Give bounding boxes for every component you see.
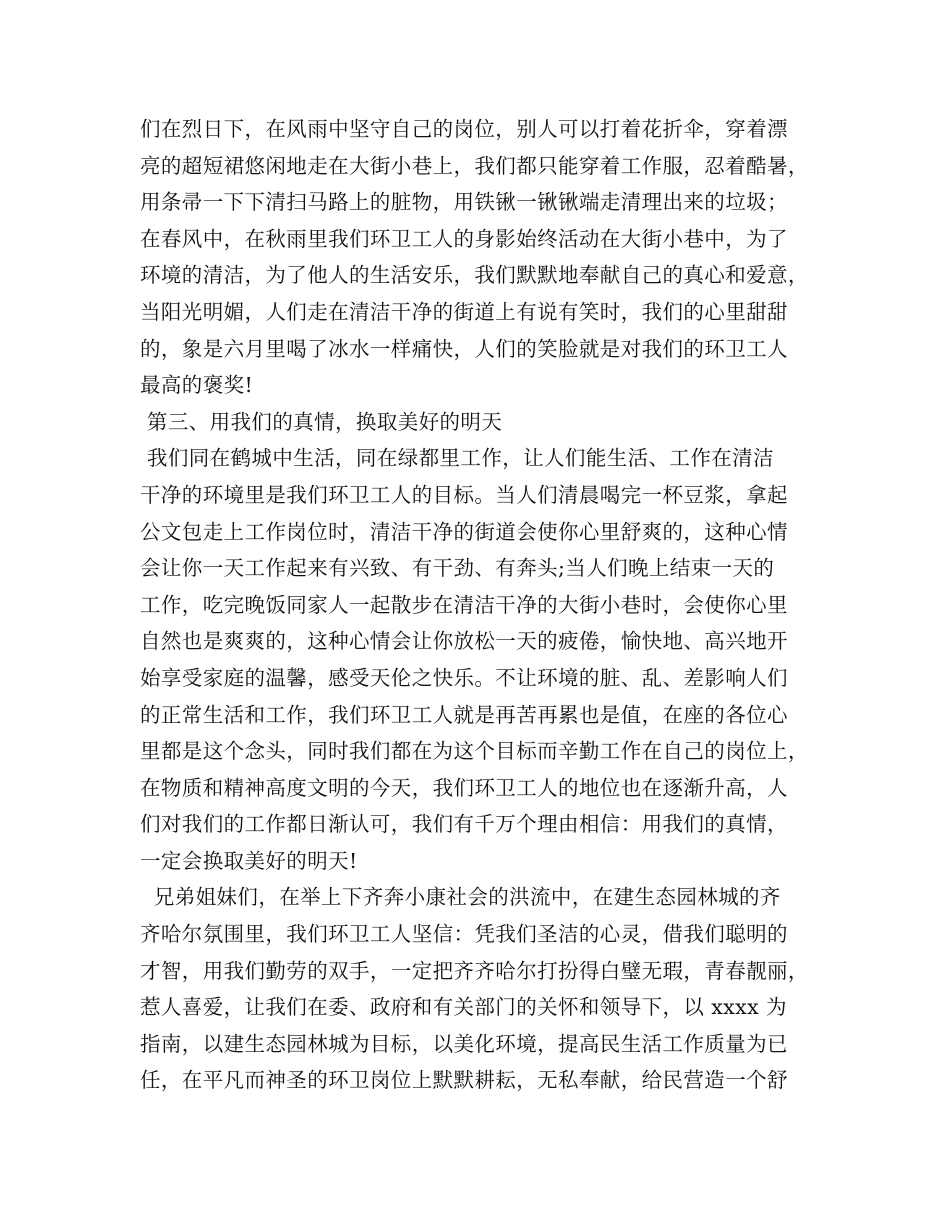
text-line: 一定会换取美好的明天! [140, 848, 358, 873]
text-line: 指南，以建生态园林城为目标，以美化环境，提高民生活工作质量为已 [140, 1031, 788, 1056]
section-heading: 第三、用我们的真情，换取美好的明天 [140, 409, 503, 434]
text-line: 们在烈日下，在风雨中坚守自己的岗位，别人可以打着花折伞，穿着漂 [140, 117, 788, 141]
body-text [140, 111, 840, 1099]
text-line: 在春风中，在秋雨里我们环卫工人的身影始终活动在大街小巷中，为了 [140, 226, 788, 251]
text-line: 工作，吃完晚饭同家人一起散步在清洁干净的大街小巷时，会使你心里 [140, 592, 788, 617]
text-line: 用条帚一下下清扫马路上的脏物，用铁锹一锹锹端走清理出来的垃圾； [140, 190, 788, 215]
text-line: 亮的超短裙悠闲地走在大街小巷上，我们都只能穿着工作服，忍着酷暑， [140, 153, 809, 178]
text-line: 最高的褒奖! [140, 373, 254, 398]
text-line: 任，在平凡而神圣的环卫岗位上默默耕耘，无私奉献，给民营造一个舒 [140, 1068, 788, 1093]
text-line: 环境的清洁，为了他人的生活安乐，我们默默地奉献自己的真心和爱意， [140, 263, 809, 288]
text-line: 兄弟姐妹们，在举上下齐奔小康社会的洪流中，在建生态园林城的齐 [140, 885, 781, 910]
text-line: 的正常生活和工作，我们环卫工人就是再苦再累也是值，在座的各位心 [140, 702, 788, 727]
text-line: 干净的环境里是我们环卫工人的目标。当人们清晨喝完一杯豆浆，拿起 [140, 482, 788, 507]
text-line: 在物质和精神高度文明的今天，我们环卫工人的地位也在逐渐升高，人 [140, 775, 788, 800]
text-line: 惹人喜爱，让我们在委、政府和有关部门的关怀和领导下，以 xxxx 为 [140, 995, 787, 1020]
text-line: 齐哈尔氛围里，我们环卫工人坚信：凭我们圣洁的心灵，借我们聪明的 [140, 922, 788, 947]
text-line: 自然也是爽爽的，这种心情会让你放松一天的疲倦，愉快地、高兴地开 [140, 629, 788, 654]
text-line: 当阳光明媚，人们走在清洁干净的街道上有说有笑时，我们的心里甜甜 [140, 299, 788, 324]
text-line: 们对我们的工作都日渐认可，我们有千万个理由相信：用我们的真情， [140, 812, 788, 837]
text-line: 始享受家庭的温馨，感受天伦之快乐。不让环境的脏、乱、差影响人们 [140, 665, 788, 690]
text-line: 会让你一天工作起来有兴致、有干劲、有奔头;当人们晚上结束一天的 [140, 556, 775, 581]
text-line: 里都是这个念头，同时我们都在为这个目标而辛勤工作在自己的岗位上， [140, 739, 809, 764]
text-line: 才智，用我们勤劳的双手，一定把齐齐哈尔打扮得白璧无瑕，青春靓丽， [140, 958, 809, 983]
text-line: 公文包走上工作岗位时，清洁干净的街道会使你心里舒爽的，这种心情 [140, 519, 788, 544]
text-line: 的，象是六月里喝了冰水一样痛快，人们的笑脸就是对我们的环卫工人 [140, 336, 788, 361]
text-line: 我们同在鹤城中生活，同在绿都里工作，让人们能生活、工作在清洁 [140, 446, 774, 471]
